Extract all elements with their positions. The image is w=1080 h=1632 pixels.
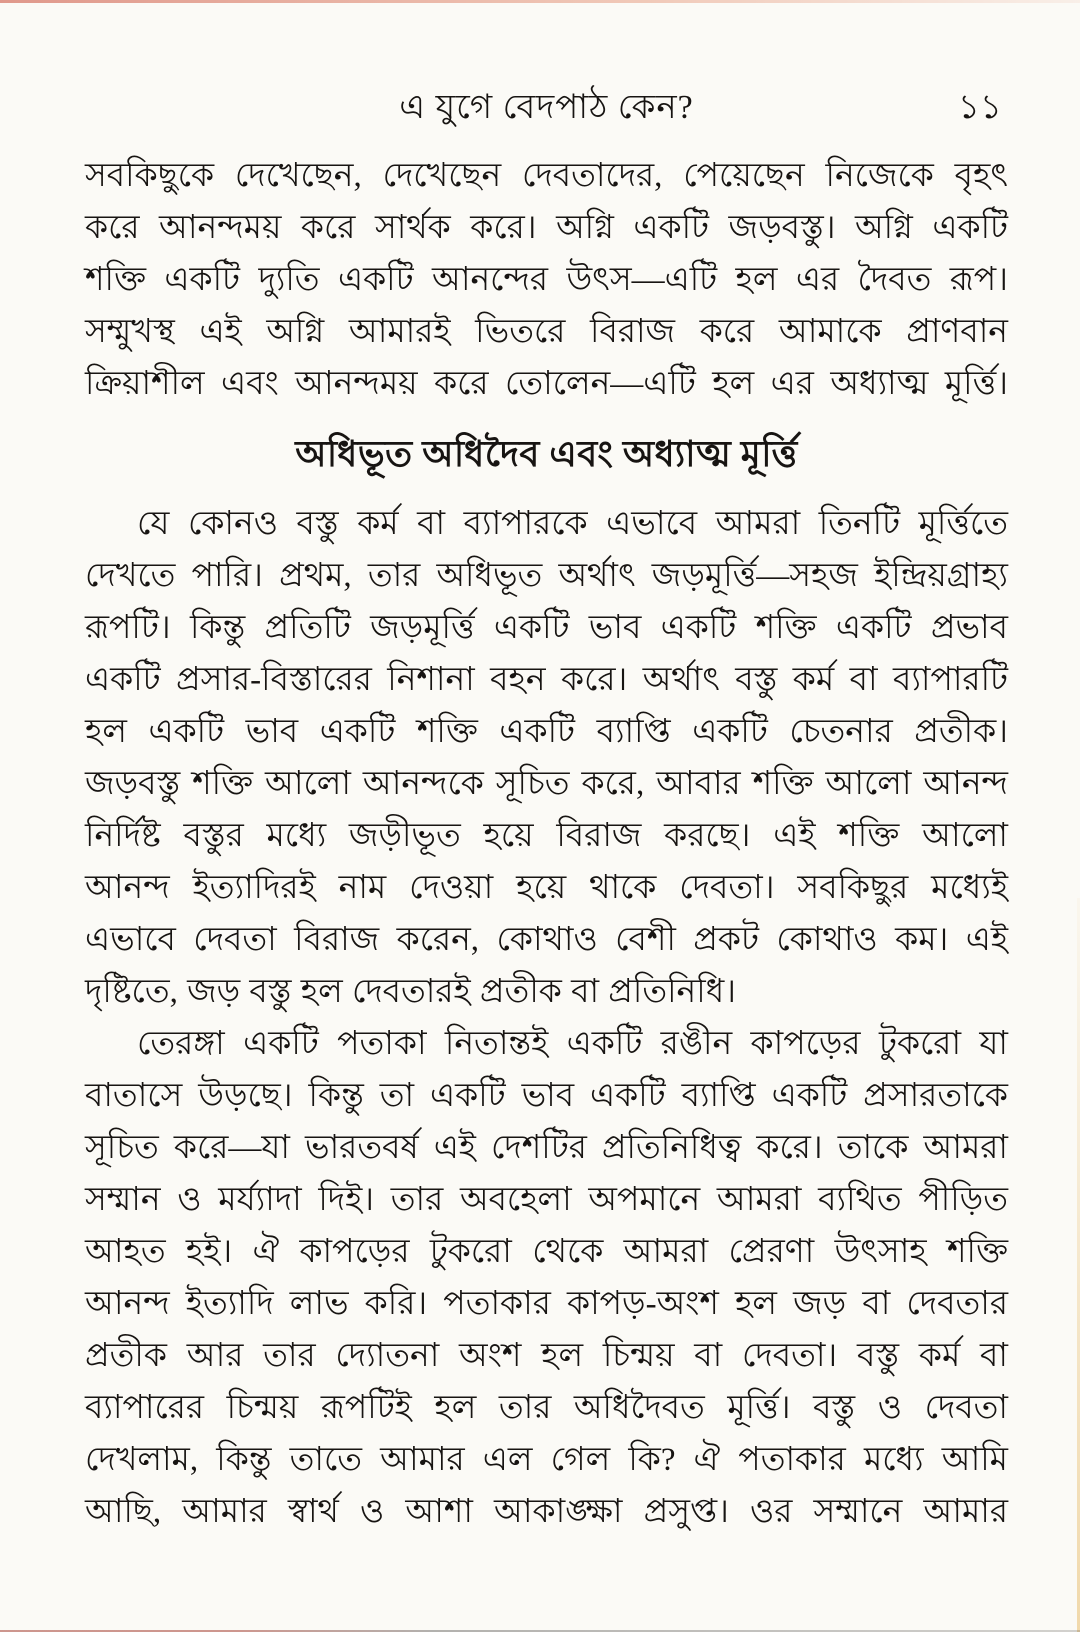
- text-line: তেরঙ্গা একটি পতাকা নিতান্তই একটি রঙীন কাপড়ের টুকরো যা: [137, 1026, 1008, 1062]
- text-line: সম্মুখস্থ এই অগ্নি আমারই ভিতরে বিরাজ করে আমাকে প্রাণবান: [85, 314, 1008, 350]
- section-heading: অধিভূত অধিদৈব এবং অধ্যাত্ম মূর্ত্তি: [295, 434, 798, 474]
- page-number: ১১: [957, 89, 1002, 126]
- text-line: সূচিত করে—যা ভারতবর্ষ এই দেশটির প্রতিনিধিত্ব করে। তাকে আমরা: [85, 1130, 1008, 1166]
- text-line: সম্মান ও মর্য্যাদা দিই। তার অবহেলা অপমানে আমরা ব্যথিত পীড়িত: [85, 1182, 1008, 1218]
- text-line: একটি প্রসার-বিস্তারের নিশানা বহন করে। অর্থাৎ বস্তু কর্ম বা ব্যাপারটি: [85, 662, 1008, 698]
- text-line: সবকিছুকে দেখেছেন, দেখেছেন দেবতাদের, পেয়েছেন নিজেকে বৃহৎ: [85, 158, 1008, 194]
- text-line: শক্তি একটি দ্যুতি একটি আনন্দের উৎস—এটি হল এর দৈবত রূপ।: [85, 262, 1008, 298]
- text-line: দৃষ্টিতে, জড় বস্তু হল দেবতারই প্রতীক বা প্রতিনিধি।: [85, 974, 736, 1010]
- text-line: দেখতে পারি। প্রথম, তার অধিভূত অর্থাৎ জড়মূর্ত্তি—সহজ ইন্দ্রিয়গ্রাহ্য: [85, 558, 1008, 594]
- text-line: আহত হই। ঐ কাপড়ের টুকরো থেকে আমরা প্রেরণা উৎসাহ শক্তি: [85, 1234, 1008, 1270]
- paragraph-1: [85, 150, 1008, 410]
- page-content: [85, 82, 1008, 1538]
- text-line: আছি, আমার স্বার্থ ও আশা আকাঙ্ক্ষা প্রসুপ্ত। ওর সম্মানে আমার: [85, 1494, 1008, 1530]
- paragraph-3: [85, 1018, 1008, 1538]
- text-line: রূপটি। কিন্তু প্রতিটি জড়মূর্ত্তি একটি ভাব একটি শক্তি একটি প্রভাব: [85, 610, 1008, 646]
- text-line: করে আনন্দময় করে সার্থক করে। অগ্নি একটি জড়বস্তু। অগ্নি একটি: [85, 210, 1008, 246]
- scan-edge-top: [0, 0, 1080, 3]
- text-line: হল একটি ভাব একটি শক্তি একটি ব্যাপ্তি একটি চেতনার প্রতীক।: [85, 714, 1008, 750]
- text-line: আনন্দ ইত্যাদি লাভ করি। পতাকার কাপড়-অংশ হল জড় বা দেবতার: [85, 1286, 1008, 1322]
- text-line: যে কোনও বস্তু কর্ম বা ব্যাপারকে এভাবে আমরা তিনটি মূর্ত্তিতে: [137, 506, 1008, 542]
- text-line: আনন্দ ইত্যাদিরই নাম দেওয়া হয়ে থাকে দেবতা। সবকিছুর মধ্যেই: [85, 870, 1008, 906]
- text-line: প্রতীক আর তার দ্যোতনা অংশ হল চিন্ময় বা দেবতা। বস্তু কর্ম বা: [85, 1338, 1008, 1374]
- running-head: [85, 82, 1008, 134]
- text-line: এভাবে দেবতা বিরাজ করেন, কোথাও বেশী প্রকট কোথাও কম। এই: [85, 922, 1008, 958]
- running-title: এ যুগে বেদপাঠ কেন?: [399, 89, 694, 126]
- text-line: জড়বস্তু শক্তি আলো আনন্দকে সূচিত করে, আবার শক্তি আলো আনন্দ: [85, 766, 1008, 802]
- text-line: নির্দিষ্ট বস্তুর মধ্যে জড়ীভূত হয়ে বিরাজ করছে। এই শক্তি আলো: [85, 818, 1008, 854]
- paragraph-2: [85, 498, 1008, 1018]
- text-line: ব্যাপারের চিন্ময় রূপটিই হল তার অধিদৈবত মূর্ত্তি। বস্তু ও দেবতা: [85, 1390, 1008, 1426]
- text-line: বাতাসে উড়ছে। কিন্তু তা একটি ভাব একটি ব্যাপ্তি একটি প্রসারতাকে: [85, 1078, 1008, 1114]
- text-line: ক্রিয়াশীল এবং আনন্দময় করে তোলেন—এটি হল এর অধ্যাত্ম মূর্ত্তি।: [85, 366, 1008, 402]
- text-line: দেখলাম, কিন্তু তাতে আমার এল গেল কি? ঐ পতাকার মধ্যে আমি: [85, 1442, 1008, 1478]
